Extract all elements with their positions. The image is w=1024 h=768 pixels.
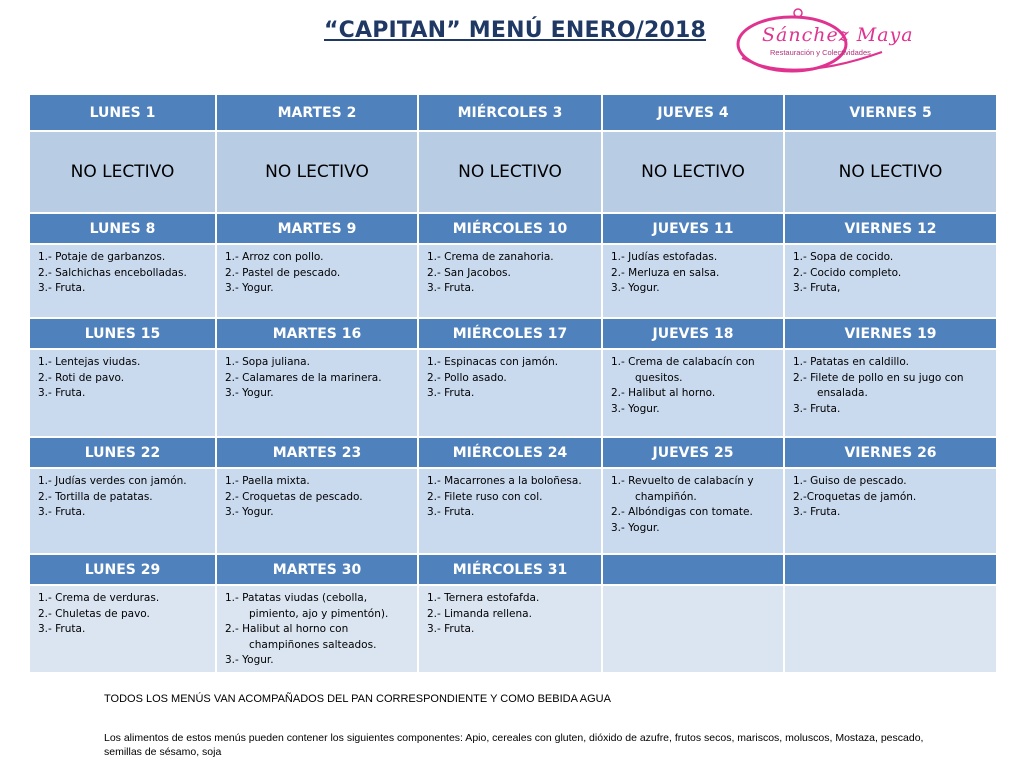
- dish-line: 3.- Yogur.: [225, 506, 274, 518]
- dish-line: pimiento, ajo y pimentón).: [249, 607, 389, 620]
- dish-line: 2.-Croquetas de jamón.: [793, 490, 917, 503]
- dish-line: 3.- Yogur.: [225, 654, 274, 666]
- day-header: MARTES 16: [216, 318, 418, 349]
- week-1-menu-row: [29, 131, 997, 213]
- menu-table: [28, 93, 998, 674]
- dish-line: 1.- Patatas viudas (cebolla,: [225, 592, 368, 604]
- no-lectivo-cell: NO LECTIVO: [216, 131, 418, 213]
- menu-cell: [784, 349, 997, 437]
- day-header: MARTES 9: [216, 213, 418, 244]
- dish-line: 1.- Revuelto de calabacín y: [611, 475, 754, 487]
- day-header: VIERNES 26: [784, 437, 997, 468]
- week-5-menu-row: [29, 585, 997, 673]
- day-header: JUEVES 11: [602, 213, 784, 244]
- menu-cell: [216, 244, 418, 318]
- week-5-header-row: [29, 554, 997, 585]
- day-header: JUEVES 25: [602, 437, 784, 468]
- dish-line: 2.- Limanda rellena.: [427, 607, 532, 620]
- week-3-header-row: [29, 318, 997, 349]
- week-2-menu-row: [29, 244, 997, 318]
- day-header: MARTES 23: [216, 437, 418, 468]
- dish-line: 2.- Halibut al horno con: [225, 623, 349, 635]
- dish-line: 1.- Judías verdes con jamón.: [38, 475, 187, 487]
- dish-line: 1.- Crema de calabacín con: [611, 356, 755, 368]
- menu-cell: [602, 468, 784, 554]
- menu-cell: [602, 244, 784, 318]
- dish-line: 3.- Fruta.: [427, 623, 475, 635]
- dish-line: 2.- Pastel de pescado.: [225, 266, 341, 279]
- dish-line: 2.- Salchichas encebolladas.: [38, 266, 187, 279]
- dish-line: 3.- Yogur.: [611, 282, 660, 294]
- day-header: MIÉRCOLES 10: [418, 213, 602, 244]
- dish-line: 3.- Yogur.: [611, 402, 660, 415]
- dish-line: 2.- Pollo asado.: [427, 371, 507, 384]
- dish-line: 2.- San Jacobos.: [427, 266, 511, 279]
- bread-water-note: TODOS LOS MENÚS VAN ACOMPAÑADOS DEL PAN CORRESPONDIENTE Y COMO BEBIDA AGUA: [104, 693, 611, 705]
- week-1-header-row: [29, 94, 997, 131]
- dish-line: 3.- Fruta.: [793, 506, 841, 518]
- menu-cell: [602, 349, 784, 437]
- dish-line: 2.- Calamares de la marinera.: [225, 371, 382, 384]
- dish-line: 1.- Macarrones a la boloñesa.: [427, 475, 582, 487]
- day-header: LUNES 15: [29, 318, 216, 349]
- dish-line: quesitos.: [635, 371, 683, 384]
- day-header: LUNES 22: [29, 437, 216, 468]
- day-header: MIÉRCOLES 17: [418, 318, 602, 349]
- dish-line: 3.- Yogur.: [611, 521, 660, 534]
- dish-line: 2.- Filete de pollo en su jugo con: [793, 371, 964, 384]
- logo-tagline: Restauración y Colectividades: [770, 48, 871, 57]
- dish-line: 2.- Roti de pavo.: [38, 371, 125, 384]
- day-header: MIÉRCOLES 24: [418, 437, 602, 468]
- dish-line: 3.- Fruta.: [38, 387, 86, 399]
- day-header: JUEVES 18: [602, 318, 784, 349]
- dish-line: 1.- Sopa juliana.: [225, 356, 310, 368]
- menu-cell: [418, 585, 602, 673]
- menu-cell: [29, 349, 216, 437]
- dish-line: 3.- Fruta.: [38, 506, 86, 518]
- dish-line: 3.- Fruta.: [427, 387, 475, 399]
- day-header: MIÉRCOLES 3: [418, 94, 602, 131]
- day-header: VIERNES 12: [784, 213, 997, 244]
- menu-cell: [29, 585, 216, 673]
- dish-line: 1.- Judías estofadas.: [611, 251, 718, 263]
- day-header: LUNES 1: [29, 94, 216, 131]
- dish-line: champiñón.: [635, 490, 697, 503]
- dish-line: 2.- Merluza en salsa.: [611, 266, 720, 279]
- no-lectivo-cell: NO LECTIVO: [602, 131, 784, 213]
- week-4-menu-row: [29, 468, 997, 554]
- no-lectivo-cell: NO LECTIVO: [29, 131, 216, 213]
- dish-line: 1.- Ternera estofafda.: [427, 592, 540, 604]
- dish-line: 3.- Fruta.: [38, 623, 86, 635]
- menu-cell: [29, 244, 216, 318]
- menu-cell: [784, 468, 997, 554]
- dish-line: 2.- Tortilla de patatas.: [38, 490, 153, 503]
- dish-line: 1.- Paella mixta.: [225, 475, 310, 487]
- logo-name: Sánchez Maya: [762, 24, 914, 46]
- dish-line: 1.- Lentejas viudas.: [38, 356, 141, 368]
- dish-line: 1.- Potaje de garbanzos.: [38, 251, 166, 263]
- day-header: LUNES 29: [29, 554, 216, 585]
- menu-cell: [29, 468, 216, 554]
- dish-line: 3.- Fruta.: [427, 506, 475, 518]
- day-header-empty: [602, 554, 784, 585]
- menu-cell: [418, 349, 602, 437]
- day-header: VIERNES 19: [784, 318, 997, 349]
- dish-line: 2.- Albóndigas con tomate.: [611, 506, 753, 518]
- menu-cell-empty: [784, 585, 997, 673]
- week-4-header-row: [29, 437, 997, 468]
- dish-line: 2.- Croquetas de pescado.: [225, 490, 363, 503]
- allergen-note: Los alimentos de estos menús pueden contener los siguientes componentes: Apio, cereales con gluten, dióxido de azufre, frutos secos, mariscos, moluscos, Mostaza, pescado, semillas de sésamo, soja: [104, 732, 924, 758]
- dish-line: 1.- Crema de verduras.: [38, 592, 160, 604]
- dish-line: 1.- Sopa de cocido.: [793, 251, 894, 263]
- day-header: JUEVES 4: [602, 94, 784, 131]
- dish-line: ensalada.: [817, 387, 868, 399]
- week-3-menu-row: [29, 349, 997, 437]
- dish-line: 2.- Chuletas de pavo.: [38, 607, 150, 620]
- day-header: LUNES 8: [29, 213, 216, 244]
- dish-line: 1.- Crema de zanahoria.: [427, 251, 554, 263]
- dish-line: 3.- Fruta.: [793, 402, 841, 415]
- day-header-empty: [784, 554, 997, 585]
- dish-line: 2.- Cocido completo.: [793, 266, 902, 279]
- page-title: “CAPITAN” MENÚ ENERO/2018: [323, 18, 707, 43]
- day-header: MARTES 2: [216, 94, 418, 131]
- dish-line: 3.- Fruta.: [38, 282, 86, 294]
- menu-cell: [418, 244, 602, 318]
- dish-line: 2.- Filete ruso con col.: [427, 490, 543, 503]
- dish-line: 3.- Fruta,: [793, 282, 841, 294]
- company-logo: [732, 6, 917, 76]
- no-lectivo-cell: NO LECTIVO: [784, 131, 997, 213]
- menu-cell: [418, 468, 602, 554]
- menu-cell: [216, 349, 418, 437]
- day-header: MIÉRCOLES 31: [418, 554, 602, 585]
- dish-line: 1.- Arroz con pollo.: [225, 251, 324, 263]
- dish-line: 3.- Yogur.: [225, 282, 274, 294]
- menu-cell: [216, 468, 418, 554]
- menu-cell: [784, 244, 997, 318]
- no-lectivo-cell: NO LECTIVO: [418, 131, 602, 213]
- dish-line: 3.- Yogur.: [225, 387, 274, 399]
- menu-cell-empty: [602, 585, 784, 673]
- day-header: MARTES 30: [216, 554, 418, 585]
- menu-cell: [216, 585, 418, 673]
- dish-line: 2.- Halibut al horno.: [611, 387, 716, 399]
- week-2-header-row: [29, 213, 997, 244]
- dish-line: 1.- Espinacas con jamón.: [427, 356, 559, 368]
- dish-line: champiñones salteados.: [249, 638, 377, 651]
- dish-line: 3.- Fruta.: [427, 282, 475, 294]
- dish-line: 1.- Guiso de pescado.: [793, 475, 907, 487]
- dish-line: 1.- Patatas en caldillo.: [793, 356, 909, 368]
- day-header: VIERNES 5: [784, 94, 997, 131]
